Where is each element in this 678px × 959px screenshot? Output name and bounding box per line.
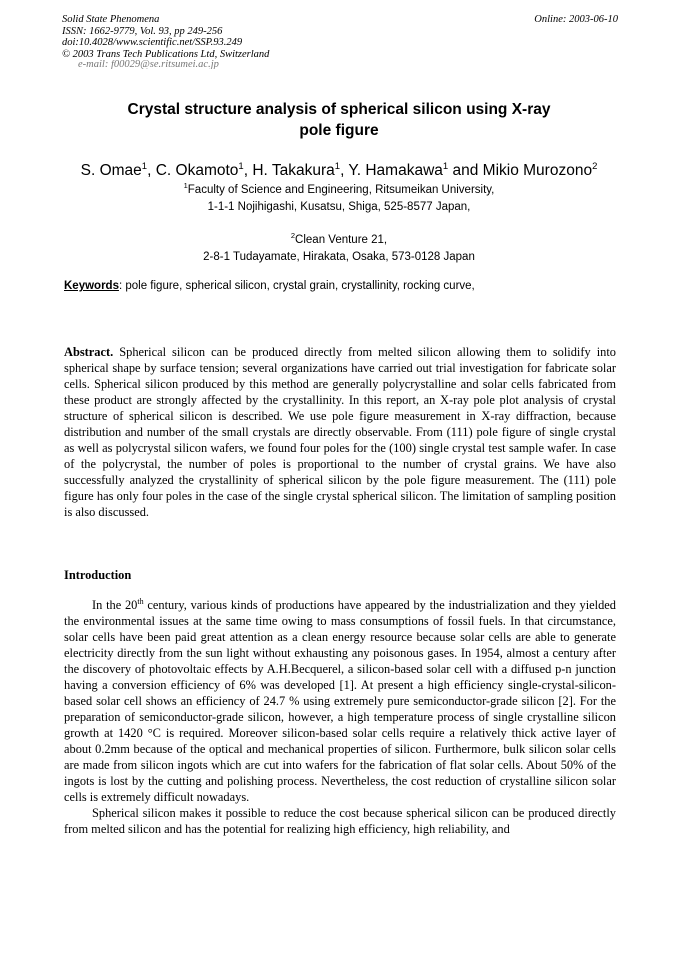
copyright-line: © 2003 Trans Tech Publications Ltd, Switzerland (62, 48, 270, 60)
introduction-paragraph-1 (64, 597, 616, 805)
affiliation-marker: 1 (183, 181, 188, 190)
keywords-line (64, 278, 616, 294)
author-name: C. Okamoto (155, 162, 239, 180)
keywords-label: Keywords (64, 280, 119, 292)
affiliation-2-line-1 (60, 227, 618, 249)
paper-title (70, 99, 608, 141)
introduction-paragraph-2: Spherical silicon makes it possible to reduce the cost because spherical silicon can be produced directly from melted silicon and has the potential for realizing high efficiency, high reliability, and (64, 806, 616, 836)
issn-line: ISSN: 1662-9779, Vol. 93, pp 249-256 (62, 25, 223, 37)
author-name: Mikio Murozono (482, 162, 593, 180)
author-name: H. Takakura (252, 162, 335, 180)
affiliation-marker: 1 (238, 161, 244, 172)
affiliation-marker: 2 (290, 231, 296, 240)
paragraph-1-rest: century, various kinds of productions have appeared by the industrialization and they yielded the environmental issues at the same time owing to mass consumptions of fossil fuels. In that circumstance, solar cells have been paid great attention as a clean energy resource because solar cells are able to generate electricity directly from the sun light without exhausting any poisonous gases. In 1954, almost a century after the discovery of photovoltaic effects by A.H.Becquerel, a silicon-based solar cell with a diffused p-n junction having a conversion efficiency of 6% was developed [1]. At present a high efficiency single-crystal-silicon-based solar cell shows an efficiency of 24.7 % using extremely pure semiconductor-grade silicon [2]. For the preparation of semiconductor-grade silicon, however, a high temperature process of single crystalline silicon growth at 1420 °C is required. Moreover silicon-based solar cells require a relatively thick active layer of about 0.2mm because of the optical and mechanical properties of silicon. Furthermore, bulk silicon solar cells are made from silicon ingots which are cut into wafers for the fabrication of flat solar cells. About 50% of the ingots is lost by the cutting and polishing process. Nevertheless, the cost reduction of crystalline silicon solar cells is extremely difficult nowadays. (64, 598, 617, 804)
abstract-text: Spherical silicon can be produced directly from melted silicon allowing them to solidify into spherical shape by surface tension; several organizations have carried out trial investigation for fabricate solar cells. Spherical silicon produced by this method are generally polycrystalline and solar cells fabricated from these product are strongly affected by the crystallinity. In this report, an X-ray pole plot analysis of crystal structure of spherical silicon is described. We use pole figure measurement in X-ray diffraction, because distribution and number of the small crystals are directly observable. From (111) pole figure of single crystal as well as polycrystal silicon wafers, we found four poles for the (100) single crystal test sample wafer. In case of the polycrystal, the number of poles is proportional to the number of crystal grains. We have also successfully analyzed the crystallinity of spherical silicon by the pole figure measurement. The (111) pole figure has only four poles in the case of the single crystal spherical silicon. The limitation of sampling position is also discussed. (64, 345, 616, 519)
affiliation-marker: 1 (334, 161, 341, 172)
journal-header (62, 14, 618, 69)
author-name: S. Omae (80, 162, 142, 180)
abstract-label: Abstract. (64, 345, 114, 359)
online-date: Online: 2003-06-10 (534, 14, 618, 25)
doi-line: doi:10.4028/www.scientific.net/SSP.93.249 (62, 37, 243, 48)
affiliation-marker: 2 (592, 161, 598, 172)
journal-name: Solid State Phenomena (62, 14, 160, 25)
author-name: Y. Hamakawa (348, 162, 443, 180)
ordinal-superscript: th (137, 596, 144, 606)
keywords-text: : pole figure, spherical silicon, crystal grain, crystallinity, rocking curve, (118, 280, 475, 292)
author-separator: , (340, 162, 349, 180)
author-separator: , (243, 162, 253, 180)
section-heading-introduction: Introduction (64, 568, 132, 582)
affiliation-1-line-1 (60, 177, 618, 199)
affiliation-marker: 1 (442, 161, 449, 172)
author-separator: , (147, 162, 156, 180)
introduction-body (64, 597, 616, 837)
affiliation-2 (60, 227, 618, 266)
title-line-2: pole figure (299, 122, 379, 139)
affiliation-1 (60, 177, 618, 216)
affiliation-1-name: Faculty of Science and Engineering, Ritsumeikan University, (187, 183, 495, 196)
affiliation-1-address: 1-1-1 Nojihigashi, Kusatsu, Shiga, 525-8577 Japan, (207, 200, 471, 213)
paragraph-1-start: In the 20 (92, 598, 138, 612)
affiliation-marker: 1 (141, 161, 148, 172)
affiliation-2-address: 2-8-1 Tudayamate, Hirakata, Osaka, 573-0128 Japan (203, 250, 475, 263)
author-conjunction: and (448, 162, 483, 180)
obscured-email-line: e-mail: f00029@se.ritsumei.ac.jp (78, 60, 219, 69)
title-line-1: Crystal structure analysis of spherical silicon using X-ray (127, 101, 551, 118)
affiliation-2-name: Clean Venture 21, (295, 233, 388, 246)
abstract-paragraph (64, 344, 616, 520)
